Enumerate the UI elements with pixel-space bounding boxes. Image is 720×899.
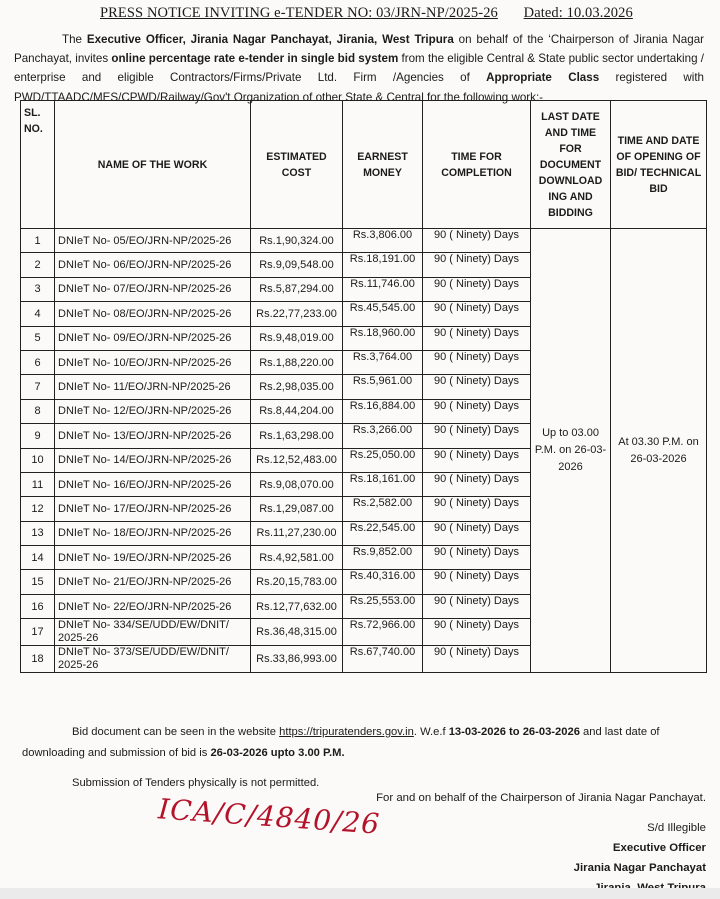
behalf-line: For and on behalf of the Chairperson of Jirania Nagar Panchayat. <box>376 792 706 804</box>
works-table <box>20 100 707 673</box>
cell-sl: 9 <box>21 424 55 448</box>
intro-bold: Appropriate Class <box>486 71 600 85</box>
cell-sl: 1 <box>21 229 55 253</box>
handwritten-reference: ICA/C/4840/26 <box>157 792 382 841</box>
cell-work-name: DNIeT No- 17/EO/JRN-NP/2025-26 <box>55 497 251 521</box>
cell-completion-time: 90 ( Ninety) Days <box>423 570 531 594</box>
note-bold: 13-03-2026 to 26-03-2026 <box>448 726 580 738</box>
intro-text: on behalf of the ‘Chairperson of Jirania Nagar Panchayat, invites <box>14 33 705 66</box>
table-row <box>21 229 707 253</box>
cell-work-name: DNIeT No- 13/EO/JRN-NP/2025-26 <box>55 424 251 448</box>
table-header-row <box>21 101 707 229</box>
cell-completion-time: 90 ( Ninety) Days <box>423 619 531 646</box>
notes <box>22 722 712 794</box>
cell-estimated-cost: Rs.22,77,233.00 <box>251 302 343 326</box>
cell-sl: 15 <box>21 570 55 594</box>
bid-document-note <box>22 722 712 764</box>
intro-paragraph <box>14 30 704 107</box>
cell-completion-time: 90 ( Ninety) Days <box>423 375 531 399</box>
col-header-cost: ESTIMATED COST <box>251 101 343 229</box>
cell-work-name: DNIeT No- 08/EO/JRN-NP/2025-26 <box>55 302 251 326</box>
physical-submission-note: Submission of Tenders physically is not permitted. <box>72 777 320 789</box>
cell-estimated-cost: Rs.36,48,315.00 <box>251 619 343 646</box>
cell-work-name: DNIeT No- 05/EO/JRN-NP/2025-26 <box>55 229 251 253</box>
cell-estimated-cost: Rs.8,44,204.00 <box>251 399 343 423</box>
intro-bold: online percentage rate e-tender in single bid system <box>111 52 399 66</box>
cell-earnest-money: Rs.67,740.00 <box>343 646 423 673</box>
cell-estimated-cost: Rs.9,48,019.00 <box>251 326 343 350</box>
cell-completion-time: 90 ( Ninety) Days <box>423 546 531 570</box>
cell-sl: 18 <box>21 646 55 673</box>
cell-earnest-money: Rs.2,582.00 <box>343 497 423 521</box>
intro-bold: Executive Officer, Jirania Nagar Panchayat, Jirania, West Tripura <box>86 33 454 46</box>
cell-completion-time: 90 ( Ninety) Days <box>423 521 531 545</box>
cell-work-name: DNIeT No- 06/EO/JRN-NP/2025-26 <box>55 253 251 277</box>
cell-completion-time: 90 ( Ninety) Days <box>423 448 531 472</box>
col-header-last-date: LAST DATE AND TIME FOR DOCUMENT DOWNLOAD ING AND BIDDING <box>531 101 611 229</box>
cell-estimated-cost: Rs.1,63,298.00 <box>251 424 343 448</box>
intro-text: The <box>62 33 87 46</box>
cell-work-name: DNIeT No- 09/EO/JRN-NP/2025-26 <box>55 326 251 350</box>
cell-completion-time: 90 ( Ninety) Days <box>423 472 531 496</box>
cell-work-name: DNIeT No- 22/EO/JRN-NP/2025-26 <box>55 594 251 618</box>
notice-date: Dated: 10.03.2026 <box>523 5 633 21</box>
cell-earnest-money: Rs.45,545.00 <box>343 302 423 326</box>
cell-estimated-cost: Rs.4,92,581.00 <box>251 546 343 570</box>
cell-estimated-cost: Rs.1,88,220.00 <box>251 350 343 374</box>
cell-estimated-cost: Rs.2,98,035.00 <box>251 375 343 399</box>
cell-completion-time: 90 ( Ninety) Days <box>423 350 531 374</box>
cell-estimated-cost: Rs.11,27,230.00 <box>251 521 343 545</box>
intro-text: from the eligible Central & State public sector undertaking / enterprise and eligible Contractors/Firms/Private Ltd. Firm /Agencies of <box>14 52 704 85</box>
cell-earnest-money: Rs.18,191.00 <box>343 253 423 277</box>
cell-completion-time: 90 ( Ninety) Days <box>423 646 531 673</box>
cell-sl: 17 <box>21 619 55 646</box>
col-header-time: TIME FOR COMPLETION <box>423 101 531 229</box>
cell-completion-time: 90 ( Ninety) Days <box>423 497 531 521</box>
cell-work-name: DNIeT No- 14/EO/JRN-NP/2025-26 <box>55 448 251 472</box>
cell-sl: 4 <box>21 302 55 326</box>
cell-sl: 5 <box>21 326 55 350</box>
cell-estimated-cost: Rs.20,15,783.00 <box>251 570 343 594</box>
signed-illegible: S/d Illegible <box>647 822 706 834</box>
cell-estimated-cost: Rs.33,86,993.00 <box>251 646 343 673</box>
cell-earnest-money: Rs.25,553.00 <box>343 594 423 618</box>
cell-earnest-money: Rs.18,960.00 <box>343 326 423 350</box>
cell-estimated-cost: Rs.12,52,483.00 <box>251 448 343 472</box>
note-text: . W.e.f <box>413 726 449 738</box>
cell-sl: 3 <box>21 277 55 301</box>
cell-work-name: DNIeT No- 18/EO/JRN-NP/2025-26 <box>55 521 251 545</box>
signatory-designation: Executive Officer <box>612 842 706 854</box>
cell-completion-time: 90 ( Ninety) Days <box>423 424 531 448</box>
cell-work-name: DNIeT No- 12/EO/JRN-NP/2025-26 <box>55 399 251 423</box>
cell-earnest-money: Rs.3,764.00 <box>343 350 423 374</box>
cell-earnest-money: Rs.40,316.00 <box>343 570 423 594</box>
cell-work-name: DNIeT No- 373/SE/UDD/EW/DNIT/ 2025-26 <box>55 646 251 673</box>
cell-earnest-money: Rs.9,852.00 <box>343 546 423 570</box>
cell-completion-time: 90 ( Ninety) Days <box>423 253 531 277</box>
signatory-office: Jirania Nagar Panchayat <box>573 862 706 874</box>
cell-work-name: DNIeT No- 07/EO/JRN-NP/2025-26 <box>55 277 251 301</box>
cell-earnest-money: Rs.22,545.00 <box>343 521 423 545</box>
cell-earnest-money: Rs.11,746.00 <box>343 277 423 301</box>
cell-completion-time: 90 ( Ninety) Days <box>423 302 531 326</box>
page-bottom-edge <box>0 888 720 899</box>
cell-estimated-cost: Rs.12,77,632.00 <box>251 594 343 618</box>
cell-estimated-cost: Rs.5,87,294.00 <box>251 277 343 301</box>
cell-completion-time: 90 ( Ninety) Days <box>423 399 531 423</box>
cell-earnest-money: Rs.25,050.00 <box>343 448 423 472</box>
cell-sl: 8 <box>21 399 55 423</box>
cell-earnest-money: Rs.3,266.00 <box>343 424 423 448</box>
cell-completion-time: 90 ( Ninety) Days <box>423 594 531 618</box>
cell-estimated-cost: Rs.9,09,548.00 <box>251 253 343 277</box>
cell-estimated-cost: Rs.1,90,324.00 <box>251 229 343 253</box>
cell-earnest-money: Rs.16,884.00 <box>343 399 423 423</box>
cell-sl: 6 <box>21 350 55 374</box>
cell-completion-time: 90 ( Ninety) Days <box>423 326 531 350</box>
cell-work-name: DNIeT No- 16/EO/JRN-NP/2025-26 <box>55 472 251 496</box>
cell-work-name: DNIeT No- 21/EO/JRN-NP/2025-26 <box>55 570 251 594</box>
cell-earnest-money: Rs.72,966.00 <box>343 619 423 646</box>
cell-completion-time: 90 ( Ninety) Days <box>423 229 531 253</box>
cell-sl: 10 <box>21 448 55 472</box>
cell-sl: 12 <box>21 497 55 521</box>
cell-work-name: DNIeT No- 334/SE/UDD/EW/DNIT/ 2025-26 <box>55 619 251 646</box>
cell-sl: 2 <box>21 253 55 277</box>
cell-sl: 13 <box>21 521 55 545</box>
col-header-sl: SL. NO. <box>21 101 55 229</box>
cell-last-date: Up to 03.00 P.M. on 26-03-2026 <box>531 229 611 673</box>
col-header-opening: TIME AND DATE OF OPENING OF BID/ TECHNICAL BID <box>611 101 707 229</box>
signature-block <box>306 788 706 898</box>
cell-earnest-money: Rs.5,961.00 <box>343 375 423 399</box>
cell-work-name: DNIeT No- 19/EO/JRN-NP/2025-26 <box>55 546 251 570</box>
col-header-name: NAME OF THE WORK <box>55 101 251 229</box>
cell-estimated-cost: Rs.9,08,070.00 <box>251 472 343 496</box>
cell-sl: 16 <box>21 594 55 618</box>
note-bold: 26-03-2026 upto 3.00 P.M. <box>210 747 345 759</box>
note-text: Bid document can be seen in the website <box>72 726 280 738</box>
cell-completion-time: 90 ( Ninety) Days <box>423 277 531 301</box>
cell-sl: 11 <box>21 472 55 496</box>
tender-title: PRESS NOTICE INVITING e-TENDER NO: 03/JRN-NP/2025-26 <box>100 5 498 21</box>
cell-work-name: DNIeT No- 11/EO/JRN-NP/2025-26 <box>55 375 251 399</box>
notice-title <box>100 5 720 22</box>
cell-estimated-cost: Rs.1,29,087.00 <box>251 497 343 521</box>
cell-earnest-money: Rs.18,161.00 <box>343 472 423 496</box>
tender-website-link[interactable]: https://tripuratenders.gov.in <box>279 726 414 738</box>
cell-opening-date: At 03.30 P.M. on 26-03-2026 <box>611 229 707 673</box>
cell-sl: 14 <box>21 546 55 570</box>
intro-text: registered with PWD/TTAADC/MES/CPWD/Railway/Gov't Organization of other State & Central for the following work:- <box>14 71 704 104</box>
cell-earnest-money: Rs.3,806.00 <box>343 229 423 253</box>
cell-sl: 7 <box>21 375 55 399</box>
col-header-earnest: EARNEST MONEY <box>343 101 423 229</box>
cell-work-name: DNIeT No- 10/EO/JRN-NP/2025-26 <box>55 350 251 374</box>
note-text: and last date of downloading and submission of bid is <box>22 726 660 759</box>
